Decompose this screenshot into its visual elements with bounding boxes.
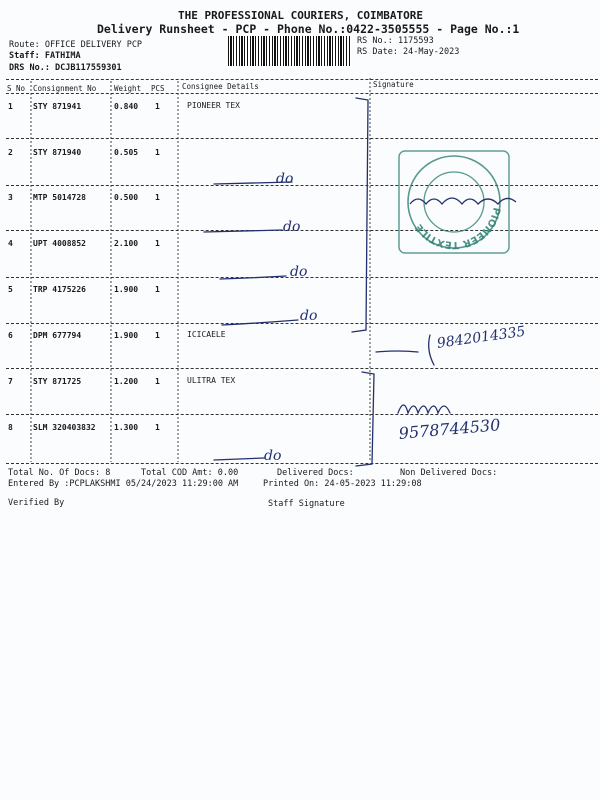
row-pcs: 1: [155, 193, 160, 202]
ditto-mark: do: [276, 171, 294, 187]
row-sno: 6: [8, 331, 13, 340]
col-signature: Signature: [373, 80, 414, 89]
row-pcs: 1: [155, 102, 160, 111]
row-sno: 3: [8, 193, 13, 202]
row-consignee: ICICAELE: [187, 330, 226, 339]
row-weight: 0.505: [114, 148, 139, 157]
row-consignment: STY 871941: [33, 102, 82, 111]
printed-on: Printed On: 24-05-2023 11:29:08: [263, 479, 422, 489]
row-consignment: UPT 4008852: [33, 239, 86, 248]
total-cod: Total COD Amt: 0.00: [141, 468, 239, 478]
handwritten-phone: 9578744530: [398, 415, 502, 443]
row-weight: 1.300: [114, 423, 139, 432]
rs-number: RS No.: 1175593: [357, 36, 434, 46]
row-sno: 1: [8, 102, 13, 111]
row-consignment: STY 871940: [33, 148, 82, 157]
row-consignment: SLM 320403832: [33, 423, 96, 432]
row-consignment: TRP 4175226: [33, 285, 86, 294]
row-weight: 0.500: [114, 193, 139, 202]
row-consignment: DPM 677794: [33, 331, 82, 340]
row-weight: 0.840: [114, 102, 139, 111]
row-sno: 4: [8, 239, 13, 248]
non-delivered-docs: Non Delivered Docs:: [400, 468, 498, 478]
row-sno: 2: [8, 148, 13, 157]
ditto-mark: do: [290, 264, 308, 280]
row-pcs: 1: [155, 377, 160, 386]
staff-signature: Staff Signature: [268, 499, 345, 509]
row-consignment: STY 871725: [33, 377, 82, 386]
runsheet-title: Delivery Runsheet - PCP - Phone No.:0422-3505555 - Page No.:1: [97, 22, 520, 36]
col-pcs: PCS: [151, 84, 165, 93]
row-sno: 7: [8, 377, 13, 386]
stamp-text: PIONEER TEXTILE: [413, 206, 502, 251]
row-weight: 2.100: [114, 239, 139, 248]
row-sno: 5: [8, 285, 13, 294]
col-consignee: Consignee Details: [182, 82, 259, 91]
rs-date: RS Date: 24-May-2023: [357, 47, 460, 57]
ditto-mark: do: [300, 308, 318, 324]
company-title: THE PROFESSIONAL COURIERS, COIMBATORE: [178, 9, 424, 22]
ditto-mark: do: [283, 219, 301, 235]
row-pcs: 1: [155, 285, 160, 294]
row-sno: 8: [8, 423, 13, 432]
row-weight: 1.200: [114, 377, 139, 386]
row-pcs: 1: [155, 331, 160, 340]
row-consignment: MTP 5014728: [33, 193, 86, 202]
staff-label: Staff: FATHIMA: [9, 51, 81, 61]
row-pcs: 1: [155, 423, 160, 432]
total-docs: Total No. Of Docs: 8: [8, 468, 111, 478]
row-pcs: 1: [155, 148, 160, 157]
row-weight: 1.900: [114, 331, 139, 340]
row-consignee: PIONEER TEX: [187, 101, 240, 110]
drs-number: DRS No.: DCJB117559301: [9, 63, 122, 73]
ditto-mark: do: [264, 448, 282, 464]
verified-by: Verified By: [8, 498, 65, 508]
row-weight: 1.900: [114, 285, 139, 294]
col-weight: Weight: [114, 84, 142, 93]
col-consignment: Consignment No: [33, 84, 97, 93]
row-consignee: ULITRA TEX: [187, 376, 236, 385]
handwritten-phone: 9842014335: [436, 323, 527, 352]
entered-by: Entered By :PCPLAKSHMI 05/24/2023 11:29:00 AM: [8, 479, 239, 489]
route-label: Route: OFFICE DELIVERY PCP: [9, 40, 143, 50]
row-pcs: 1: [155, 239, 160, 248]
col-sno: S No: [7, 84, 26, 93]
delivered-docs: Delivered Docs:: [277, 468, 354, 478]
